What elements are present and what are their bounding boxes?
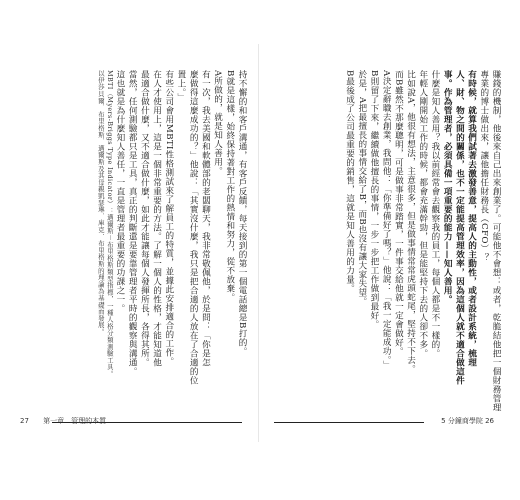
running-head: 5 分鐘商學院 bbox=[441, 417, 483, 425]
right-page bbox=[264, 40, 512, 480]
text-column: 置上。」 bbox=[175, 70, 186, 102]
left-page bbox=[8, 40, 256, 480]
emphasis-column: 有時候，就算我們試著去激發善意，提高人的主動性，或者設計系統，梳理 bbox=[466, 70, 477, 367]
text-column: B最後成了公司最重要的銷售，這就是知人善用的力量。 bbox=[344, 70, 355, 293]
left-text-block bbox=[16, 70, 248, 422]
text-column: 專業的博士做出來，讓他擔任財務長（CFO）？ bbox=[478, 70, 489, 262]
text-column: 持不懈的和客戶溝通，有客戶反饋，每天接到的第一個電話總是B打的。 bbox=[237, 70, 247, 356]
text-column: 這也就是為什麼知人善任，一直是管理者最重要的功課之一。 bbox=[114, 70, 125, 313]
text-column: 年輕人剛開始工作的時候，都會充滿幹勁，但是能堅持下去的人卻不多。 bbox=[417, 70, 428, 358]
emphasis-column: 人、財、物之間的關係，也不一定能提高管理效率，因為這個人就不適合做這件 bbox=[454, 70, 465, 385]
text-column: 有些公司會用MBTI性格測試來了解員工的特質，並據此安排適合的工作。 bbox=[163, 70, 174, 366]
text-column: 有一次，我去美國和軟體部的老闆聊天，我非常敬佩他，於是問：「你是怎 bbox=[200, 70, 211, 367]
footer-rule bbox=[274, 422, 424, 423]
text-column: A所做的，就是知人善用。 bbox=[212, 70, 223, 176]
text-column: B就是這樣，始終保持著對工作的熱情和努力，從不放棄。 bbox=[224, 70, 235, 302]
gutter-divider bbox=[258, 44, 259, 442]
text-column: 什麼是知人善用？我以前經常會去觀察我的員工，每個人都是不一樣的。 bbox=[429, 70, 440, 358]
text-column: 當然，任何測驗都只是工具，真正的判斷還是要靠管理者平時的觀察與溝通。 bbox=[127, 70, 138, 376]
emphasis-column: 事。作為管理者，必須具備一項重要的能力——知人善用。 bbox=[442, 70, 453, 304]
right-text-block bbox=[276, 70, 502, 422]
text-column: 最適合做什麼，又不適合做什麼，如此才能讓每個人發揮所長，各得其所。 bbox=[139, 70, 150, 367]
text-column: 比如說A，他很有想法，主意很多，但是做事情常常虎頭蛇尾，堅持不下去。 bbox=[405, 70, 416, 374]
footnote-column: 以伊莎貝爾．布里格斯．邁爾斯及其母親凱瑟琳．庫克．布里格斯的理論為基礎而發展。 bbox=[96, 70, 105, 336]
text-column: 賺錢的機制，他後來自己出來創業了。可能他不會想：或者，乾脆結他把一個財務管理 bbox=[491, 70, 501, 412]
footnote-column: MBTI（Myers-Briggs Type Indicator）：邁爾斯－布里格斯類型指標，一種人格分類測驗工具。 bbox=[105, 70, 114, 378]
text-column: 在人才使用上，這是一個非常重要的方法。了解一個人的性格，才能知道他 bbox=[151, 70, 162, 367]
text-column: 而B雖然不那麼聰明，可是做事非常踏實，一件事交給他就一定會做好。 bbox=[393, 70, 404, 356]
text-column: 麼做得這麼成功的？」他說：「其實沒什麼，我只是把合適的人放在了合適的位 bbox=[188, 70, 199, 385]
left-footer bbox=[20, 416, 106, 426]
chapter-title: 第一章 管理的本質 bbox=[43, 417, 107, 425]
page-number: 27 bbox=[20, 417, 29, 425]
text-column: B則留了下來，繼續做他擅長的事情，一步一步把工作做到最好。 bbox=[368, 70, 379, 329]
right-footer bbox=[435, 416, 500, 426]
page-number: 26 bbox=[485, 417, 494, 425]
text-column: 於是，A把最擅長的事情交給了B，而B也沒有讓大家失望。 bbox=[356, 70, 367, 307]
text-column: A決定辭職去創業，我問他：「你準備好了嗎？」他說：「我一定能成功。」 bbox=[381, 70, 392, 370]
